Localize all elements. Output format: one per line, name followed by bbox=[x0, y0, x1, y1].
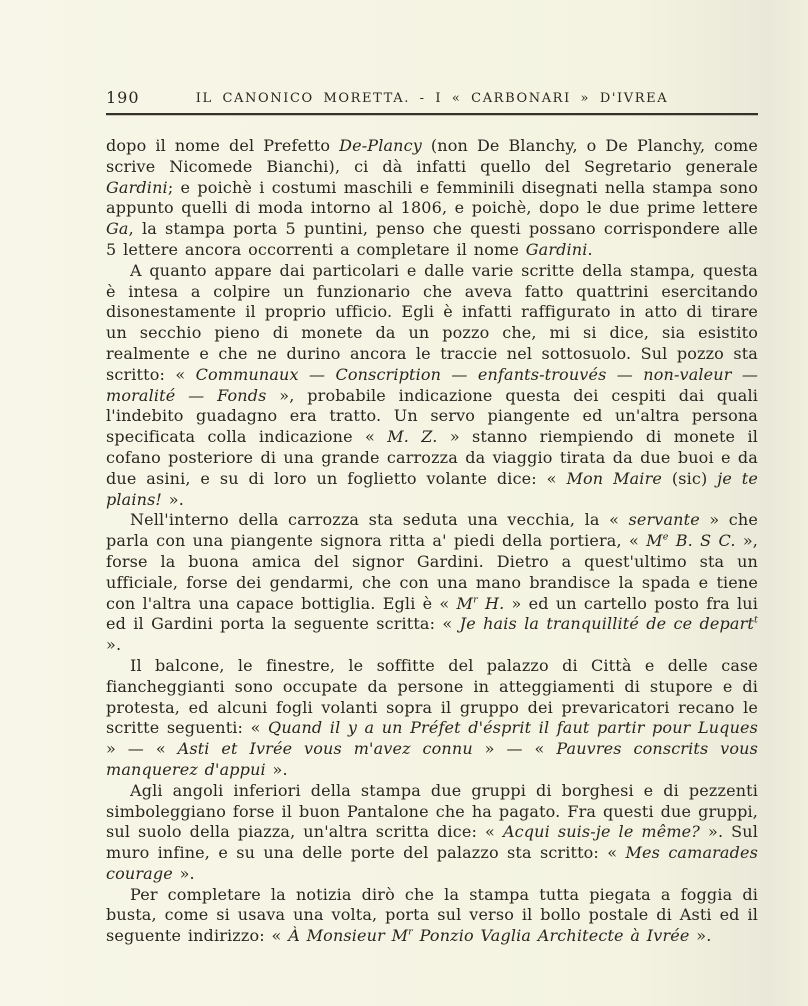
running-title: IL CANONICO MORETTA. - I « CARBONARI » D'IVREA bbox=[195, 91, 669, 106]
paragraph-4: Il balcone, le finestre, le soffitte del palazzo di Città e delle case fiancheggianti sono occupate da persone in atteggiamenti di stupore e di protesta, ed alcuni fogli volanti sopra il gruppo dei prevaricatori recano le scritte seguenti: « Quand il y a un Préfet d'ésprit il faut partir pour Luques » — « Asti et Ivrée vous m'avez connu » — « Pauvres conscrits vous manquerez d'appui ». bbox=[106, 655, 759, 779]
paragraph-2: A quanto appare dai particolari e dalle varie scritte della stampa, questa è intesa a colpire un funzionario che aveva fatto quattrini esercitando disonestamente il proprio ufficio. Egli è infatti raffigurato in atto di tirare un secchio pieno di monete da un pozzo che, mi si dice, sia esistito realmente e che ne durino ancora le traccie nel sottosuolo. Sul pozzo sta scritto: « Communaux — Conscription — enfants-trouvés — non-valeur — moralité — Fonds », probabile indicazione questa dei cespiti dai quali l'indebito guadagno era tratto. Un servo piangente ed un'altra persona specificata colla indicazione « M. Z. » stanno riempiendo di monete il cofano posteriore di una grande carrozza da viaggio tirata da due buoi e da due asini, e su di loro un foglietto volante dice: « Mon Maire (sic) je te plains! ». bbox=[106, 260, 758, 509]
paragraph-1: dopo il nome del Prefetto De-Plancy (non De Blanchy, o De Planchy, come scrive Nicomede Bianchi), ci dà infatti quello del Segretario generale Gardini; e poichè i costumi maschili e femminili disegnati nella stampa sono appunto quelli di moda intorno al 1806, e poichè, dopo le due prime lettere Ga, la stampa porta 5 puntini, penso che questi possano corrispondere alle 5 lettere ancora occorrenti a completare il nome Gardini. bbox=[106, 136, 758, 259]
paragraph-5: Agli angoli inferiori della stampa due gruppi di borghesi e di pezzenti simboleggiano forse il buon Pantalone che ha pagato. Fra questi due gruppi, sul suolo della piazza, un'altra scritta dice: « Acqui suis-je le même? ». Sul muro infine, e su una delle porte del palazzo sta scritto: « Mes camarades courage ». bbox=[106, 780, 758, 883]
paragraph-6: Per completare la notizia dirò che la stampa tutta piegata a foggia di busta, come si usava una volta, porta sul verso il bollo postale di Asti ed il seguente indirizzo: « À Monsieur $M^r$ Ponzio Vaglia Architecte à Ivrée ». bbox=[106, 884, 758, 946]
header-rule bbox=[106, 113, 758, 115]
page-number: 190 bbox=[106, 88, 140, 107]
book-page bbox=[106, 88, 758, 947]
page-header bbox=[106, 88, 758, 110]
page-body bbox=[106, 136, 758, 947]
paragraph-3: Nell'interno della carrozza sta seduta una vecchia, la « servante » che parla con una piangente signora ritta a' piedi della portiera, « Me B. S C. », forse la buona amica del signor Gardini. Dietro a quest'ultimo sta un ufficiale, forse dei gendarmi, che con una mano brandisce la spada e tiene con l'altra una capace bottiglia. Egli è « $M^r$ H. » ed un cartello posto fra lui ed il Gardini porta la seguente scritta: « Je hais la tranquillité de ce depart$^t$ ». bbox=[106, 510, 758, 655]
